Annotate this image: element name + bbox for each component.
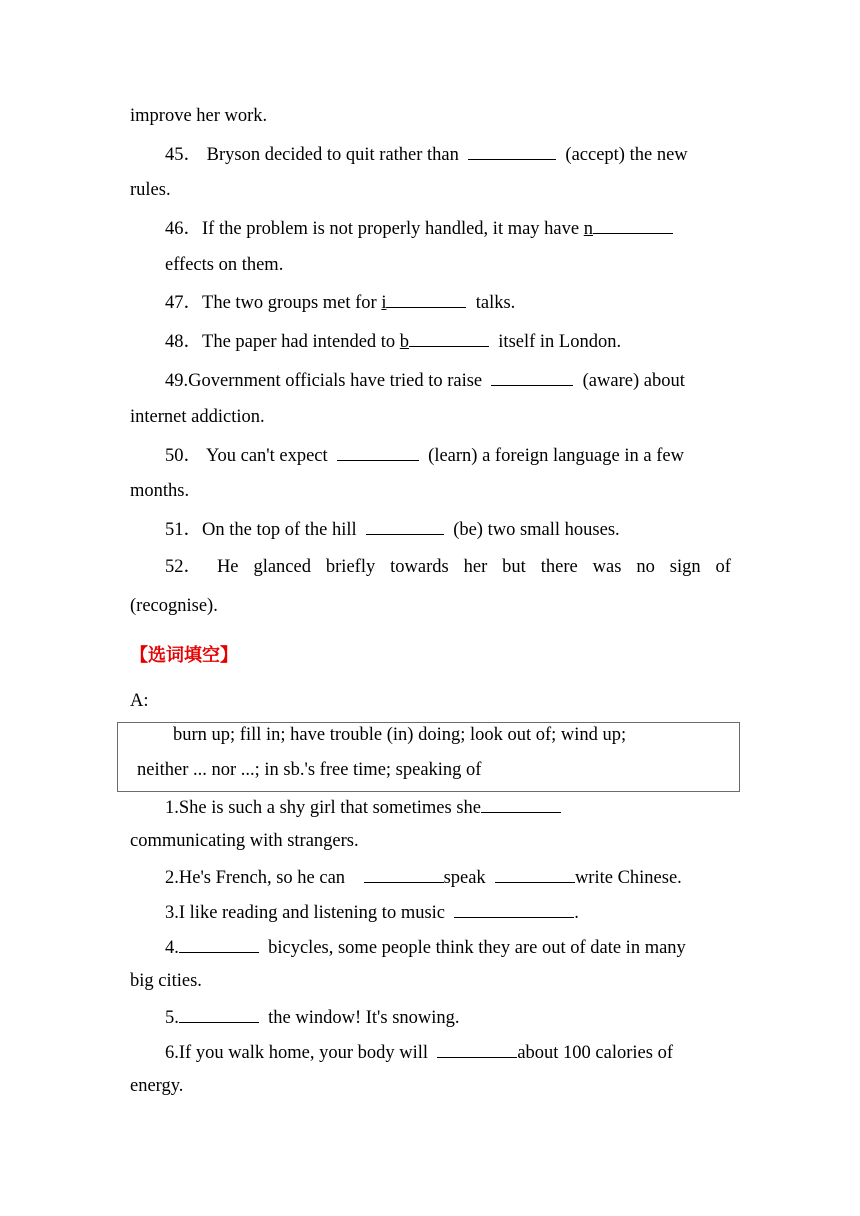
question-49-continuation: internet addiction. — [130, 407, 265, 427]
answer-blank-48[interactable] — [409, 328, 489, 347]
question-52-continuation: (recognise). — [130, 596, 218, 616]
question-45-continuation: rules. — [130, 180, 171, 200]
answer-blank-3[interactable] — [454, 899, 574, 918]
question-51: 51．On the top of the hill (be) two small houses. — [165, 516, 620, 542]
fill-question-4-continuation: big cities. — [130, 971, 202, 991]
answer-blank-2a[interactable] — [364, 864, 444, 883]
question-50-continuation: months. — [130, 481, 190, 501]
answer-blank-51[interactable] — [366, 516, 444, 535]
question-52: 52． He glanced briefly towards her but there was no sign of — [165, 557, 731, 577]
question-47: 47．The two groups met for i talks. — [165, 289, 515, 315]
fill-question-1: 1.She is such a shy girl that sometimes she — [165, 794, 561, 820]
first-letter-hint-46: n — [583, 219, 593, 239]
question-49: 49.Government officials have tried to raise (aware) about — [165, 367, 685, 393]
question-48: 48．The paper had intended to b itself in London. — [165, 328, 621, 354]
fill-question-1-continuation: communicating with strangers. — [130, 831, 359, 851]
answer-blank-1[interactable] — [481, 794, 561, 813]
first-letter-hint-47: i — [381, 293, 387, 313]
question-50: 50． You can't expect (learn) a foreign language in a few — [165, 442, 684, 468]
fill-question-3: 3.I like reading and listening to music . — [165, 899, 579, 925]
word-bank-line-1: burn up; fill in; have trouble (in) doing; look out of; wind up; — [173, 725, 627, 745]
answer-blank-49[interactable] — [491, 367, 573, 386]
answer-blank-45[interactable] — [468, 141, 556, 160]
first-letter-hint-48: b — [399, 332, 410, 352]
fill-question-5: 5. the window! It's snowing. — [165, 1004, 460, 1030]
question-46: 46．If the problem is not properly handled, it may have n — [165, 215, 673, 241]
answer-blank-5[interactable] — [179, 1004, 259, 1023]
question-45: 45． Bryson decided to quit rather than (accept) the new — [165, 141, 688, 167]
question-46-continuation: effects on them. — [165, 255, 284, 275]
fill-question-6-continuation: energy. — [130, 1076, 184, 1096]
answer-blank-4[interactable] — [179, 934, 259, 953]
answer-blank-6[interactable] — [437, 1039, 517, 1058]
fill-question-6: 6.If you walk home, your body will about 100 calories of — [165, 1039, 673, 1065]
fill-question-4: 4. bicycles, some people think they are out of date in many — [165, 934, 686, 960]
part-label: A: — [130, 691, 149, 711]
answer-blank-47[interactable] — [386, 289, 466, 308]
answer-blank-46[interactable] — [593, 215, 673, 234]
word-bank-line-2: neither ... nor ...; in sb.'s free time; speaking of — [137, 760, 482, 780]
answer-blank-2b[interactable] — [495, 864, 575, 883]
fill-question-2: 2.He's French, so he can speak write Chinese. — [165, 864, 682, 890]
answer-blank-50[interactable] — [337, 442, 419, 461]
previous-question-tail: improve her work. — [130, 106, 268, 126]
section-title: 【选词填空】 — [130, 645, 238, 666]
